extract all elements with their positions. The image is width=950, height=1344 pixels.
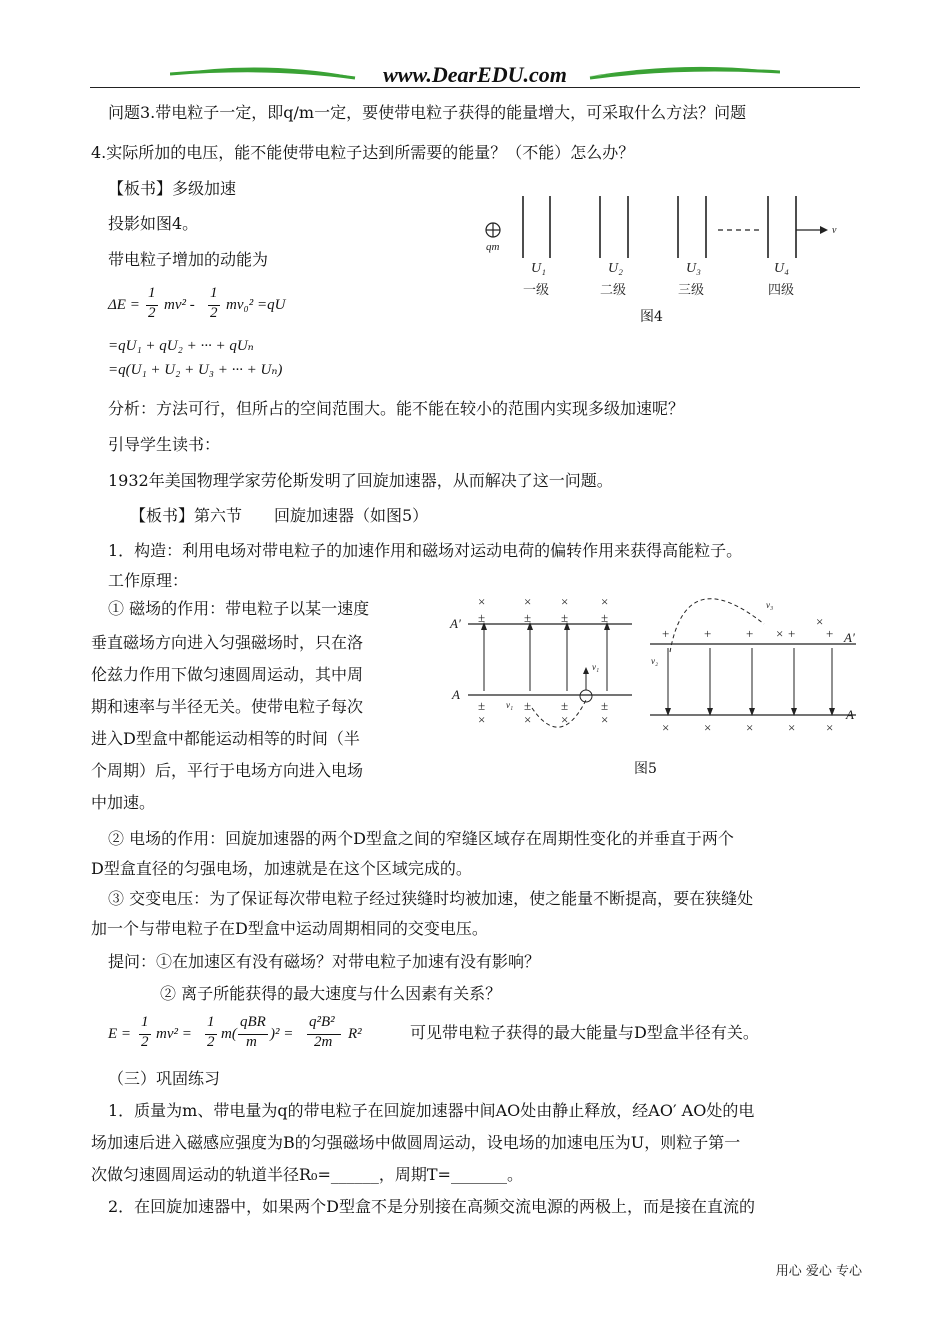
- svg-text:±: ±: [478, 698, 486, 713]
- svg-text:×: ×: [788, 720, 796, 735]
- text-a1: ③ 交变电压：为了保证每次带电粒子经过狭缝时均被加速，使之能量不断提高，要在狭缝处: [108, 889, 754, 908]
- text-p1b: 场加速后进入磁感应强度为B的匀强磁场中做圆周运动，设电场的加速电压为U，则粒子第一: [91, 1133, 741, 1152]
- header-logo: [170, 58, 780, 88]
- label-u1: U₁: [531, 261, 546, 276]
- svg-text:×: ×: [816, 614, 824, 629]
- label-u3: U₃: [686, 261, 701, 276]
- text-p2: 2．在回旋加速器中，如果两个D型盒不是分别接在高频交流电源的两极上，而是接在直流的: [108, 1197, 756, 1216]
- fig5-right-a-prime: A′: [844, 630, 855, 645]
- figure-5-caption: 图5: [634, 761, 657, 777]
- stage-2: 二级: [600, 282, 627, 297]
- text-ke: 带电粒子增加的动能为: [108, 250, 269, 269]
- particle-symbol: [486, 223, 500, 237]
- fig5-left-v1-bottom: v₁: [506, 700, 514, 710]
- text-q4: 4.实际所加的电压，能不能使带电粒子达到所需要的能量？（不能）怎么办？: [91, 143, 635, 162]
- text-p1c: 次做匀速圆周运动的轨道半径R₀=______，周期T=_______。: [91, 1165, 523, 1184]
- formula-sum-u: =q(U₁ + U₂ + U₃ + ··· + Uₙ): [108, 362, 283, 378]
- text-guide: 引导学生读书：: [108, 435, 221, 454]
- text-a2: 加一个与带电粒子在D型盒中运动周期相同的交变电压。: [91, 919, 488, 938]
- text-practice: （三）巩固练习: [108, 1069, 221, 1088]
- text-principle: 工作原理：: [108, 571, 189, 590]
- fig5-left-v1-top: v₁: [592, 662, 600, 672]
- svg-text:×: ×: [662, 720, 670, 735]
- text-analysis: 分析：方法可行，但所占的空间范围大。能不能在较小的范围内实现多级加速呢？: [108, 399, 685, 418]
- fig5-right-a: A: [846, 707, 854, 722]
- svg-text:×: ×: [478, 712, 486, 727]
- text-m5: 进入D型盒中都能运动相等的时间（半: [91, 729, 360, 748]
- label-u2: U₂: [608, 261, 623, 276]
- figure-4-caption: 图4: [640, 309, 663, 325]
- text-m6: 个周期）后，平行于电场方向进入电场: [91, 761, 364, 780]
- svg-text:±: ±: [561, 610, 569, 625]
- text-history: 1932年美国物理学家劳伦斯发明了回旋加速器，从而解决了这一问题。: [108, 471, 613, 490]
- stage-1: 一级: [523, 282, 550, 297]
- text-q3: 问题3.带电粒子一定，即q/m一定，要使带电粒子获得的能量增大，可采取什么方法？问题: [108, 103, 747, 122]
- svg-text:×: ×: [776, 626, 784, 641]
- svg-text:×: ×: [601, 712, 609, 727]
- v-label: v: [832, 225, 837, 236]
- formula-sum-qu: =qU₁ + qU₂ + ··· + qUₙ: [108, 338, 254, 354]
- svg-text:×: ×: [746, 720, 754, 735]
- text-m4: 期和速率与半径无关。使带电粒子每次: [91, 697, 364, 716]
- figure-5: [436, 572, 860, 750]
- text-m7: 中加速。: [91, 793, 156, 812]
- svg-text:±: ±: [524, 610, 532, 625]
- svg-text:±: ±: [561, 698, 569, 713]
- footer-text: 用心 爱心 专心: [775, 1264, 862, 1279]
- header-rule: [90, 87, 860, 88]
- svg-text:×: ×: [704, 720, 712, 735]
- figure-4: [478, 190, 848, 330]
- svg-text:+: +: [704, 626, 712, 641]
- svg-text:+: +: [746, 626, 754, 641]
- svg-text:×: ×: [826, 720, 834, 735]
- svg-text:+: +: [788, 626, 796, 641]
- text-board1: 【板书】多级加速: [108, 179, 237, 198]
- stage-4: 四级: [768, 282, 795, 297]
- fig5-right-v2: v₂: [651, 656, 659, 666]
- svg-text:±: ±: [601, 610, 609, 625]
- fig5-right-panel: [650, 599, 856, 715]
- svg-text:×: ×: [524, 594, 532, 609]
- svg-text:±: ±: [524, 698, 532, 713]
- text-ask1: 提问：①在加速区有没有磁场？对带电粒子加速有没有影响？: [108, 952, 541, 971]
- formula-delta-e: ΔE = 1 2 mv² - 1 2 mv₀² =qU: [108, 285, 286, 321]
- particle-label: qm: [486, 241, 500, 253]
- svg-text:±: ±: [478, 610, 486, 625]
- svg-text:×: ×: [561, 712, 569, 727]
- fig5-left-a-prime: A′: [450, 616, 461, 631]
- text-e2: D型盒直径的匀强电场，加速就是在这个区域完成的。: [91, 859, 472, 878]
- svg-text:×: ×: [561, 594, 569, 609]
- label-u4: U₄: [774, 261, 789, 276]
- stage-3: 三级: [678, 282, 705, 297]
- svg-text:×: ×: [524, 712, 532, 727]
- svg-text:+: +: [826, 626, 834, 641]
- fig5-right-v3: v₃: [766, 600, 774, 610]
- svg-text:×: ×: [601, 594, 609, 609]
- text-board2: 【板书】第六节 回旋加速器（如图5）: [130, 506, 429, 525]
- text-e1: ② 电场的作用：回旋加速器的两个D型盒之间的窄缝区域存在周期性变化的并垂直于两个: [108, 829, 734, 848]
- fig5-left-a: A: [452, 687, 460, 702]
- text-ask2: ② 离子所能获得的最大速度与什么因素有关系？: [160, 984, 502, 1003]
- text-proj: 投影如图4。: [108, 214, 199, 233]
- text-m2: 垂直磁场方向进入匀强磁场时，只在洛: [91, 633, 364, 652]
- svg-text:×: ×: [478, 594, 486, 609]
- formula-energy: E = 1 2 mv² = 1 2 m( qBR m )² = q²B² 2m R²: [108, 1014, 362, 1050]
- svg-text:±: ±: [601, 698, 609, 713]
- text-m1: ① 磁场的作用：带电粒子以某一速度: [108, 599, 370, 618]
- text-m3: 伦兹力作用下做匀速圆周运动，其中周: [91, 665, 364, 684]
- svg-text:+: +: [662, 626, 670, 641]
- text-p1a: 1．质量为m、带电量为q的带电粒子在回旋加速器中间AO处由静止释放，经AO′ AO处的电: [108, 1101, 755, 1120]
- logo-text: www.DearEDU.com: [383, 62, 567, 87]
- text-conclusion: 可见带电粒子获得的最大能量与D型盒半径有关。: [410, 1023, 759, 1042]
- text-struct: 1．构造：利用电场对带电粒子的加速作用和磁场对运动电荷的偏转作用来获得高能粒子。: [108, 541, 743, 560]
